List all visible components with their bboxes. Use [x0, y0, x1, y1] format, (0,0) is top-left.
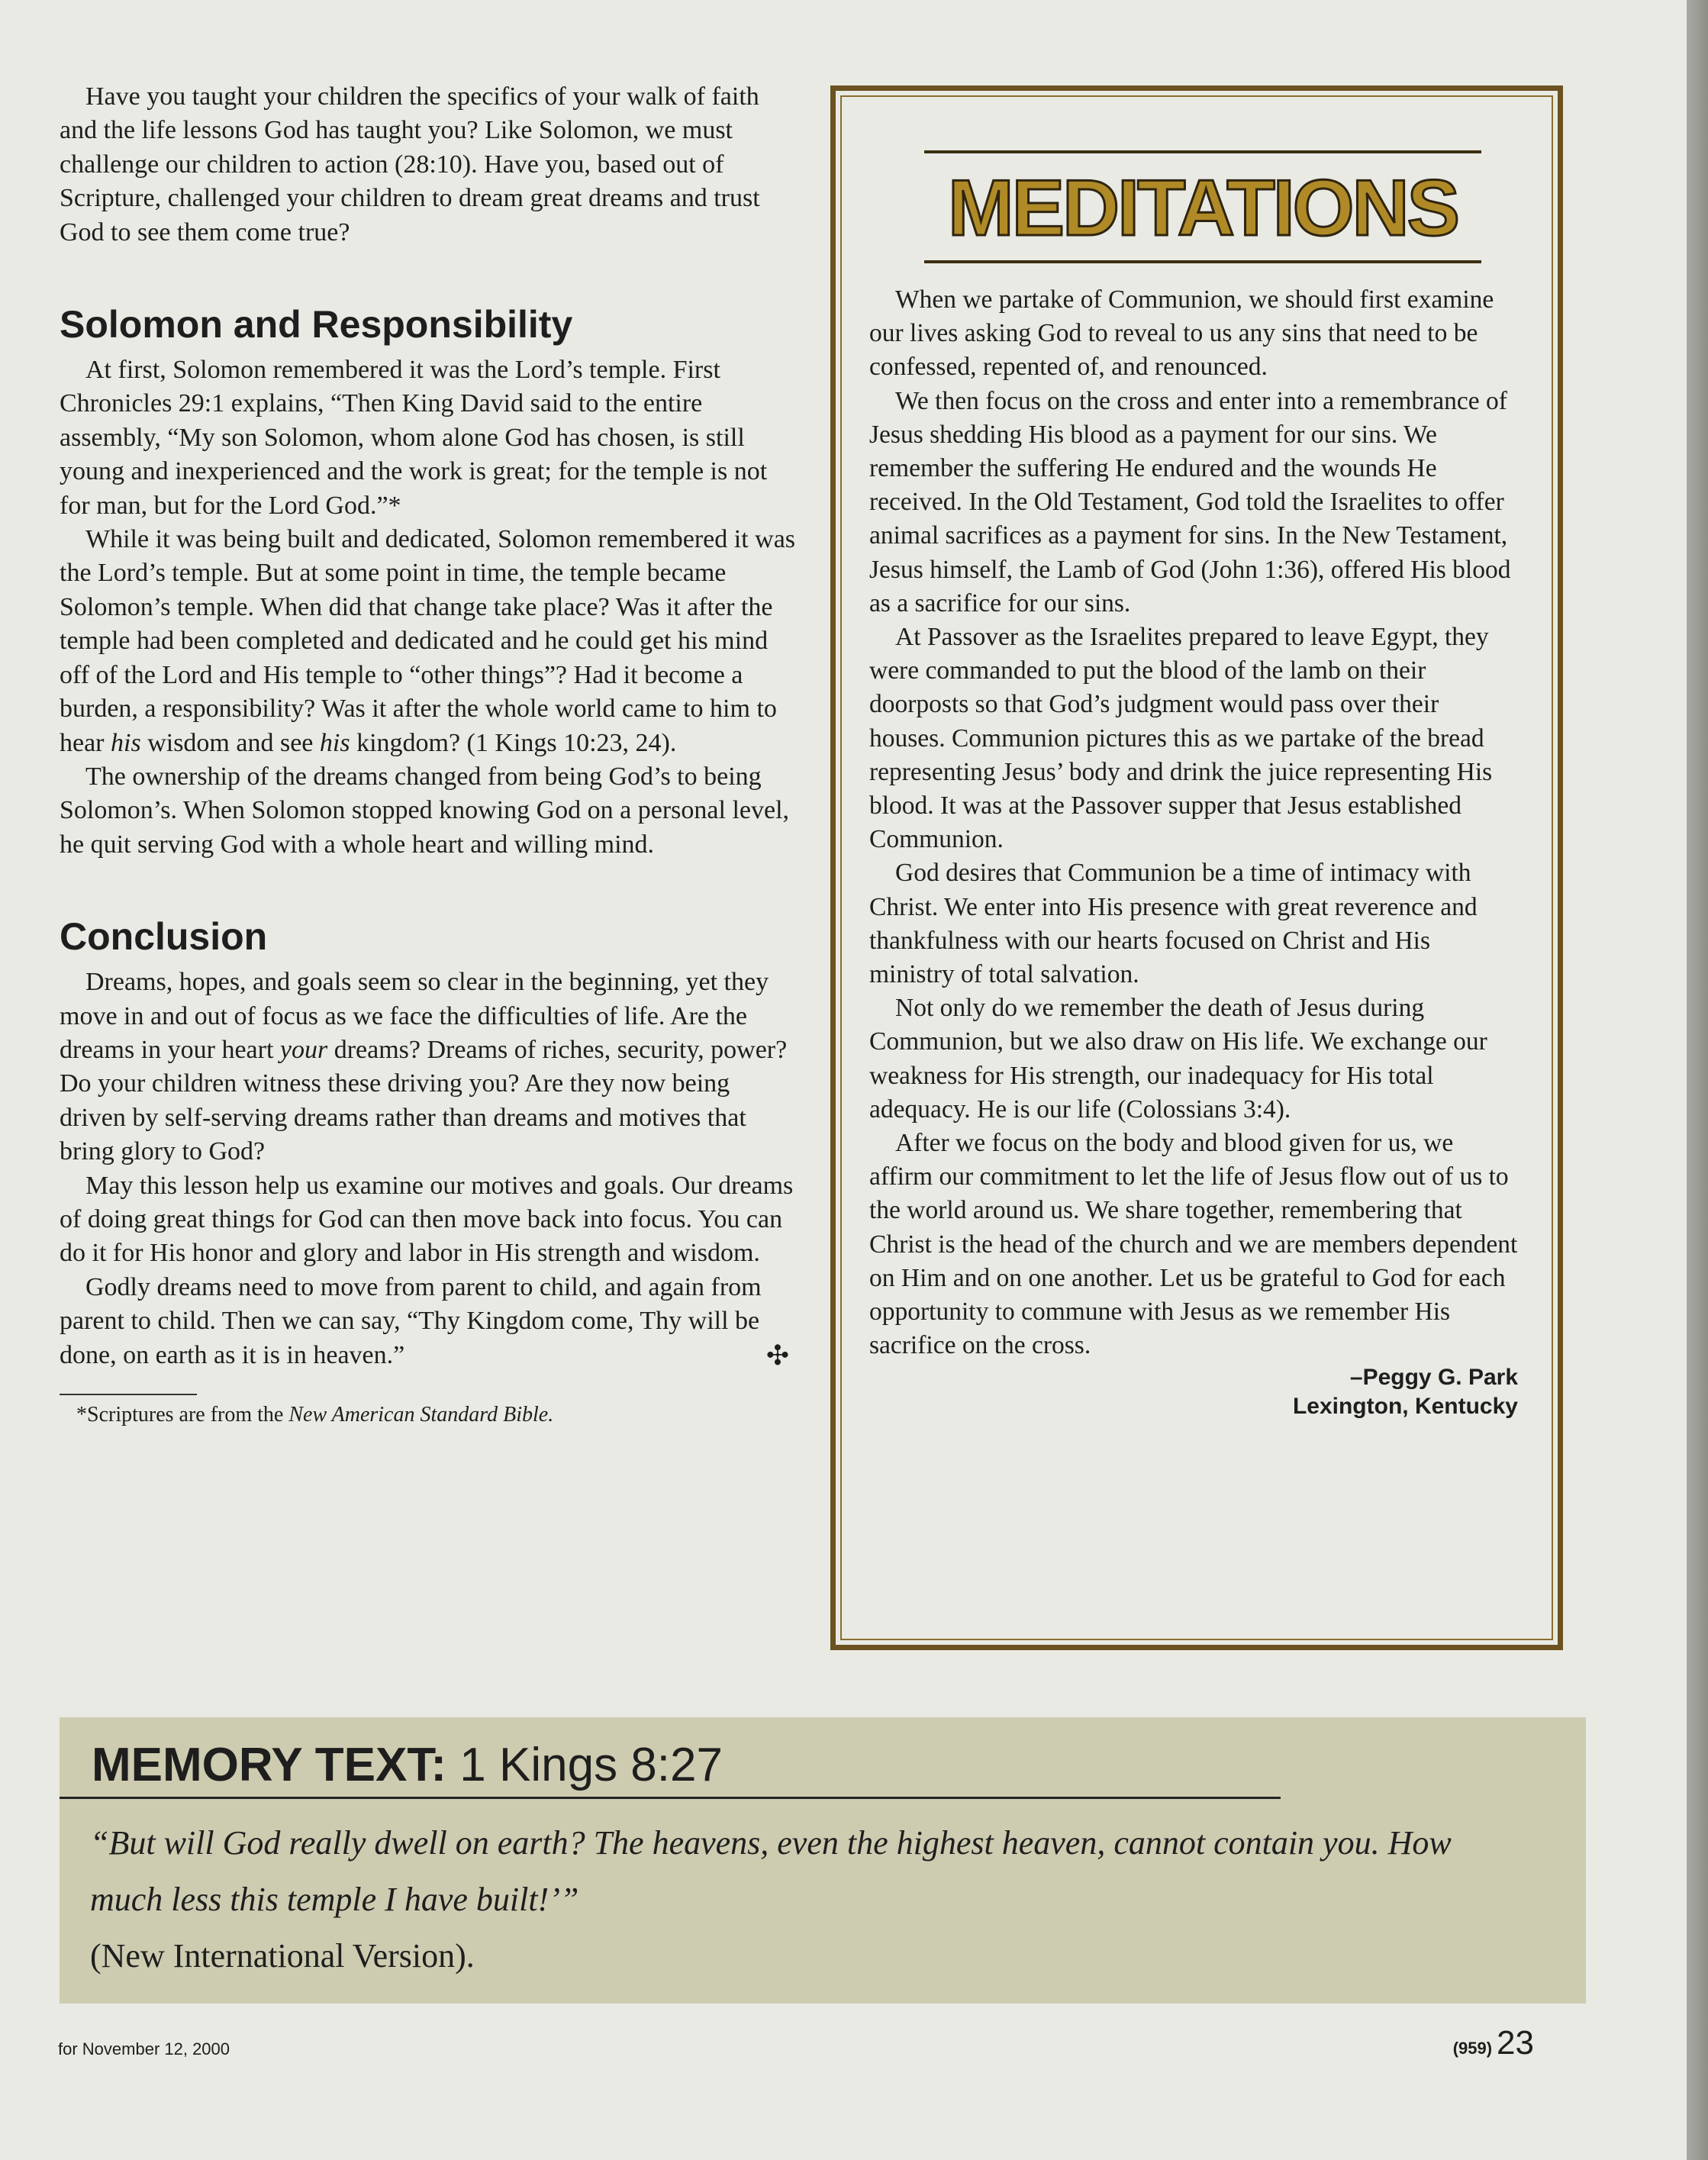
footer-page	[1453, 2024, 1534, 2062]
memory-version: (New International Version).	[90, 1937, 475, 1975]
footnote-divider	[60, 1394, 197, 1395]
section-heading-conclusion: Conclusion	[60, 915, 268, 959]
footer-date: for November 12, 2000	[58, 2039, 230, 2058]
memory-verse: “But will God really dwell on earth? The heavens, even the highest heaven, cannot contain you. How much less this temple I have built!’”	[90, 1824, 1452, 1918]
meditation-paragraph: After we focus on the body and blood given for us, we affirm our commitment to let the life of Jesus flow out of us to the world around us. We share together, remembering that Christ is the head of the church and we are members dependent on Him and on one another. Let us be grateful to God for each opportunity to commune with Jesus as we remember His sacrifice on the cross.	[869, 1129, 1518, 1360]
meditation-paragraph: When we partake of Communion, we should first examine our lives asking God to reveal to us any sins that need to be confessed, repented of, and renounced.	[869, 285, 1494, 382]
paragraph: Godly dreams need to move from parent to child, and again from parent to child. Then we can say, “Thy Kingdom come, Thy will be done, on earth as it is in heaven.” ✣	[60, 1271, 800, 1372]
memory-label: MEMORY TEXT:	[92, 1739, 447, 1791]
banner-top-rule	[924, 150, 1481, 153]
meditation-paragraph: At Passover as the Israelites prepared to leave Egypt, they were commanded to put the blood of the lamb on their doorposts so that God’s judgment would pass over their houses. Communion pictures this as we partake of the bread representing Jesus’ body and drink the juice representing His blood. It was at the Passover supper that Jesus established Communion.	[869, 623, 1493, 854]
meditation-paragraph: We then focus on the cross and enter into a remembrance of Jesus shedding His blood as a payment for our sins. We remember the suffering He endured and the wounds He received. In the Old Testament, God told the Israelites to offer animal sacrifices as a payment for sins. In the New Testament, Jesus himself, the Lamb of God (John 1:36), offered His blood as a sacrifice for our sins.	[869, 386, 1511, 617]
paragraph: May this lesson help us examine our motives and goals. Our dreams of doing great things for God can then move back into focus. You can do it for His honor and glory and labor in His strength and wisdom.	[60, 1171, 794, 1268]
memory-heading	[92, 1739, 723, 1792]
left-column	[60, 80, 800, 1427]
paragraph: At first, Solomon remembered it was the Lord’s temple. First Chronicles 29:1 explains, “Then King David said to the entire assembly, “My son Solomon, whom alone God has chosen, is still young and inexperienced and the work is great; for the temple is not for man, but for the Lord God.”*	[60, 356, 768, 520]
paragraph: While it was being built and dedicated, Solomon remembered it was the Lord’s temple. But at some point in time, the temple became Solomon’s temple. When did that change take place? Was it after the temple had been completed and dedicated and he could get his mind off of the Lord and His temple to “other things”? Had it become a burden, a responsibility? Was it after the whole world came to him to hear his wisdom and see his kingdom? (1 Kings 10:23, 24).	[60, 525, 796, 757]
page-code: (959)	[1452, 2039, 1493, 2058]
intro-paragraph: Have you taught your children the specifics of your walk of faith and the life lessons God has taught you? Like Solomon, we must challenge our children to action (28:10). Have you, based out of Scripture, challenged your children to dream great dreams and trust God to see them come true?	[60, 82, 760, 247]
memory-divider	[60, 1797, 1281, 1799]
section-heading-solomon: Solomon and Responsibility	[60, 303, 573, 347]
end-mark-icon: ✣	[765, 1340, 789, 1371]
paragraph: Dreams, hopes, and goals seem so clear in the beginning, yet they move in and out of focus as we face the difficulties of life. Are the dreams in your heart your dreams? Dreams of riches, security, power? Do your children witness these driving you? Are they now being driven by self-serving dreams rather than dreams and motives that bring glory to God?	[60, 968, 788, 1166]
memory-text-panel	[60, 1717, 1586, 2004]
footnote: *Scriptures are from the New American Standard Bible.	[76, 1403, 554, 1427]
banner-bottom-rule	[924, 260, 1481, 263]
memory-reference: 1 Kings 8:27	[459, 1739, 723, 1791]
page-edge	[1687, 0, 1708, 2160]
meditations-banner	[924, 150, 1481, 265]
meditations-body	[869, 283, 1518, 1421]
author-location: Lexington, Kentucky	[1292, 1393, 1518, 1419]
page-number: 23	[1497, 2024, 1534, 2062]
meditations-title: MEDITATIONS	[948, 164, 1458, 253]
paragraph: The ownership of the dreams changed from being God’s to being Solomon’s. When Solomon stopped knowing God on a personal level, he quit serving God with a whole heart and willing mind.	[60, 762, 790, 859]
meditation-paragraph: God desires that Communion be a time of intimacy with Christ. We enter into His presence with great reverence and thankfulness with our hearts focused on Christ and His ministry of total salvation.	[869, 859, 1478, 989]
meditation-paragraph: Not only do we remember the death of Jesus during Communion, but we also draw on His life. We exchange our weakness for His strength, our inadequacy for His total adequacy. He is our life (Colossians 3:4).	[869, 994, 1487, 1124]
meditations-box	[830, 85, 1563, 1650]
author-name: –Peggy G. Park	[1349, 1364, 1518, 1390]
